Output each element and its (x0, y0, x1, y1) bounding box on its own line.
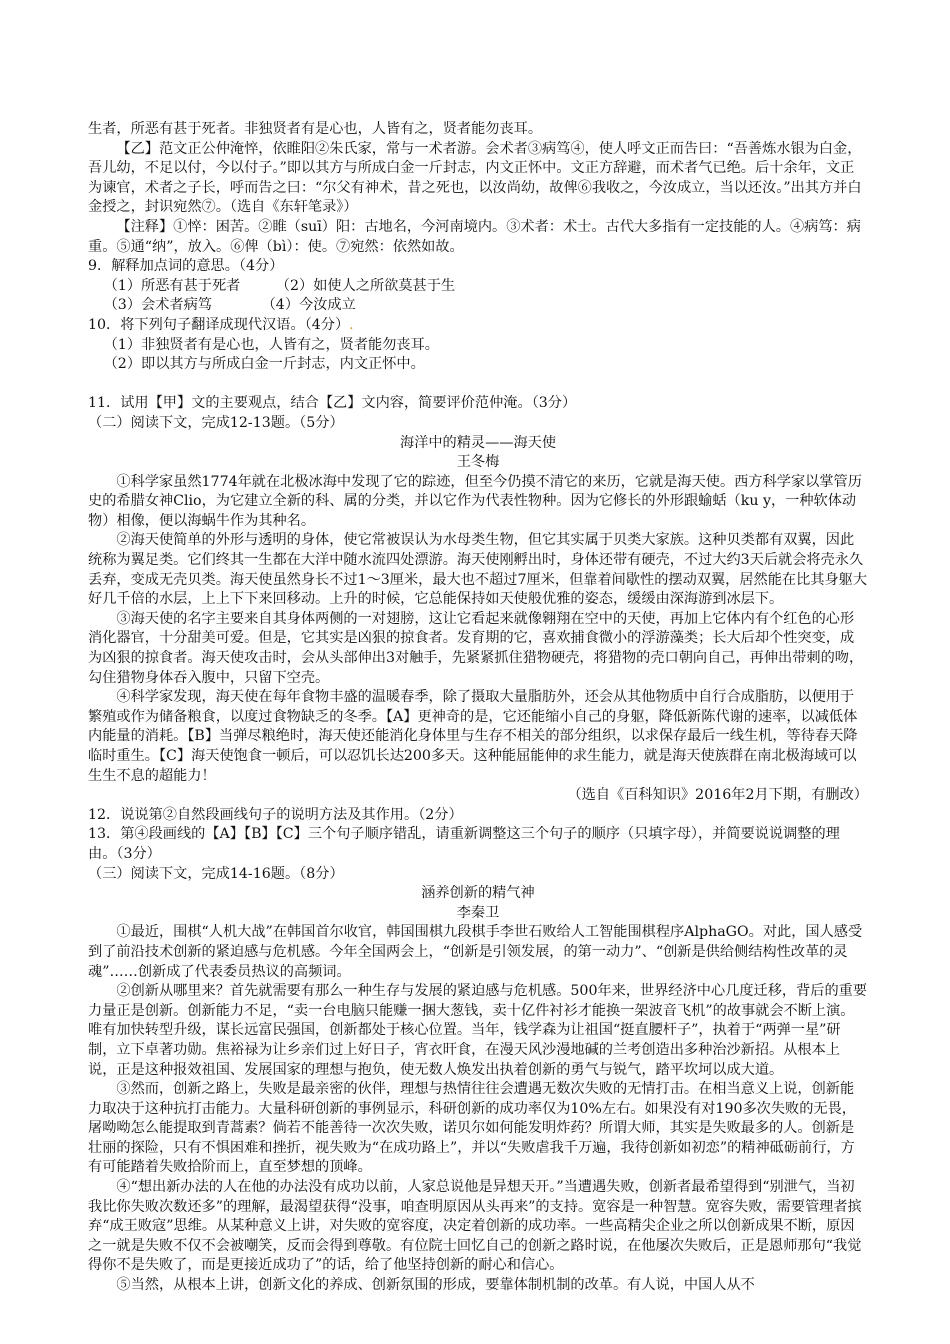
heading-line: 王冬梅 (456, 454, 500, 471)
text-paragraph: ③海天使的名字主要来自其身体两侧的一对翅膀，这让它看起来就像翱翔在空中的天使，再加上它体内有个红色的心形消化器官，十分甜美可爱。但是，它其实是凶狠的掠食者。发育期的它，喜欢捕食微小的浮游藻类；长大后却个性突变，成为凶狠的掠食者。海天使攻击时，会从头部伸出3对触手，先紧紧抓住猎物硬壳，将猎物的壳口朝向自己，再伸出带刺的吻，勾住猎物身体吞入腹中，只留下空壳。 (88, 610, 864, 686)
text-paragraph: 9．解释加点词的意思。（4分） (88, 258, 284, 275)
heading-line: 涵养创新的精气神 (421, 885, 535, 902)
text-paragraph: 12．说说第②自然段画线句子的说明方法及其作用。（2分） (88, 806, 463, 823)
text-paragraph: （三）阅读下文，完成14-16题。（8分） (88, 865, 344, 882)
mark-dot: . (349, 316, 354, 333)
text-paragraph: （二）阅读下文，完成12-13题。（5分） (88, 414, 344, 431)
text-paragraph: ④科学家发现，海天使在每年食物丰盛的温暖春季，除了摄取大量脂肪外，还会从其他物质中自行合成脂肪，以便用于繁殖或作为储备粮食，以度过食物缺乏的冬季。【A】更神奇的是，它还能缩小自己的身躯，降低新陈代谢的速率，以减低体内能量的消耗。【B】当弹尽粮绝时，海天使还能消化身体里与生存不相关的部分组织，以求保存最后一线生机，等待春天降临时重生。【C】海天使饱食一顿后，可以忍饥长达200多天。这种能屈能伸的求生能力，就是海天使族群在南北极海域可以生生不息的超能力！ (88, 689, 858, 784)
text-paragraph: 生者，所恶有甚于死者。非独贤者有是心也，人皆有之，贤者能勿丧耳。 (88, 121, 543, 137)
text-paragraph: （1）所恶有甚于死者 （2）如使人之所欲莫甚于生 (103, 277, 456, 294)
text-paragraph: （3）会术者病笃 （4）今汝成立 (103, 297, 356, 314)
exam-page (88, 120, 868, 1296)
heading-line: 李秦卫 (456, 904, 500, 921)
text-paragraph: 10．将下列句子翻译成现代汉语。（4分）. (88, 316, 354, 333)
text-paragraph: ⑤当然，从根本上讲，创新文化的养成、创新氛围的形成，要靠体制机制的改革。有人说，中国人从不 (116, 1277, 755, 1294)
text-paragraph: （选自《百科知识》2016年2月下期，有删改） (567, 787, 868, 804)
text-paragraph: ②创新从哪里来？首先就需要有那么一种生存与发展的紧迫感与危机感。500年来，世界经济中心几度迁移，背后的重要力量正是创新。创新能力不足，“卖一台电脑只能赚一捆大葱钱，卖十亿件衬衫才能换一架波音飞机”的故事就会不断上演。唯有加快转型升级，谋长远富民强国，创新都处于核心位置。当年，钱学森为让祖国“挺直腰杆子”，执着于“两弹一星”研制，立下卓著功勋。焦裕禄为让乡亲们过上好日子，宵衣旰食，在漫天风沙漫地碱的兰考创造出多种治沙新招。从根本上说，正是这种报效祖国、发展国家的理想与抱负，使无数人焕发出执着创新的勇气与锐气，踏平坎坷以成大道。 (88, 983, 868, 1078)
text-paragraph: （1）非独贤者有是心也，人皆有之，贤者能勿丧耳。 (103, 336, 439, 353)
text-paragraph: 【乙】范文正公仲淹悴，依睢阳②朱氏家，常与一术者游。会术者③病笃④，使人呼文正而告曰：“吾善炼水银为白金，吾儿幼，不足以付，今以付子。”即以其方与所成白金一斤封志，内文正怀中。文正方辞避，而术者气已绝。后十余年，文正为谏官，术者之子长，呼而告之曰：“尔父有神术，昔之死也，以汝尚幼，故俾⑥我收之，今汝成立，当以还汝。”出其方并白金授之，封识宛然⑦。（选自《东轩笔录》） (88, 140, 862, 216)
text-paragraph: （2）即以其方与所成白金一斤封志，内文正怀中。 (103, 356, 425, 373)
text-paragraph: ①最近，围棋“人机大战”在韩国首尔收官，韩国围棋九段棋手李世石败给人工智能围棋程序AlphaGO。对此，国人感受到了前沿技术创新的紧迫感与危机感。今年全国两会上，“创新是引领发展，的第一动力”、“创新是供给侧结构性改革的灵魂”……创新成了代表委员热议的高频词。 (88, 924, 863, 980)
text-paragraph: 【注释】①悴：困苦。②睢（suī）阳：古地名，今河南境内。③术者：术士。古代大多指有一定技能的人。④病笃：病重。⑤通“纳”，放入。⑥俾（bì）：使。⑦宛然：依然如故。 (88, 218, 861, 255)
text-paragraph: 11．试用【甲】文的主要观点，结合【乙】文内容，简要评价范仲淹。（3分） (88, 395, 577, 412)
text-paragraph: ①科学家虽然1774年就在北极冰海中发现了它的踪迹，但至今仍摸不清它的来历，它就是海天使。西方科学家以掌管历史的希腊女神Clio，为它建立全新的科、属的分类，并以它作为代表性物种。因为它修长的外形跟蝓蛞（ku y，一种软体动物）相像，便以海蜗牛作为其种名。 (88, 473, 862, 529)
heading-line: 海洋中的精灵——海天使 (399, 434, 557, 451)
text-paragraph: ④“想出新办法的人在他的办法没有成功以前，人家总说他是异想天开。”当遭遇失败，创新者最希望得到“别泄气，当初我比你失败次数还多”的理解，最渴望获得“没事，咱查明原因从头再来”的支持。宽容是一种智慧。宽容失败，需要管理者摈弃“成王败寇”思维。从某种意义上讲，对失败的宽容度，决定着创新的成功率。一些高精尖企业之所以创新成果不断，原因之一就是失败不仅不会被嘲笑，反而会得到尊敬。有位院士回忆自己的创新之路时说，在他屡次失败后，正是恩师那句“我觉得你不是失败了，而是更接近成功了”的话，给了他坚持创新的耐心和信心。 (88, 1179, 862, 1274)
text-paragraph: 13．第④段画线的【A】【B】【C】三个句子顺序错乱，请重新调整这三个句子的顺序（只填字母），并简要说说调整的理由。（3分） (88, 826, 840, 862)
text-paragraph: ②海天使简单的外形与透明的身体，使它常被误认为水母类生物，但它其实属于贝类大家族。这种贝类都有双翼，因此统称为翼足类。它们终其一生都在大洋中随水流四处漂游。海天使刚孵出时，身体还带有硬壳，不过大约3天后就会将壳永久丢弃，变成无壳贝类。海天使虽然身长不过1～3厘米，最大也不超过7厘米，但靠着间歇性的摆动双翼，居然能在比其身躯大好几千倍的水层，上上下下来回移动。上升的时候，它总能保持如天使般优雅的姿态，缓缓由深海游到冰层下。 (88, 532, 868, 608)
spacer (88, 375, 868, 395)
text-paragraph: ③然而，创新之路上，失败是最亲密的伙伴，理想与热情往往会遭遇无数次失败的无情打击。在相当意义上说，创新能力取决于这种抗打击能力。大量科研创新的事例显示，科研创新的成功率仅为10%左右。如果没有对190多次失败的无畏，屠呦呦怎么能提取到青蒿素？倘若不能善待一次次失败，诺贝尔如何能发明炸药？所谓大师，其实是失败最多的人。创新是壮丽的探险，只有不惧困难和挫折，视失败为“在成功路上”，并以“失败虐我千万遍，我待创新如初恋”的精神砥砺前行，方有可能踏着失败拾阶而上，直至梦想的顶峰。 (88, 1081, 856, 1176)
